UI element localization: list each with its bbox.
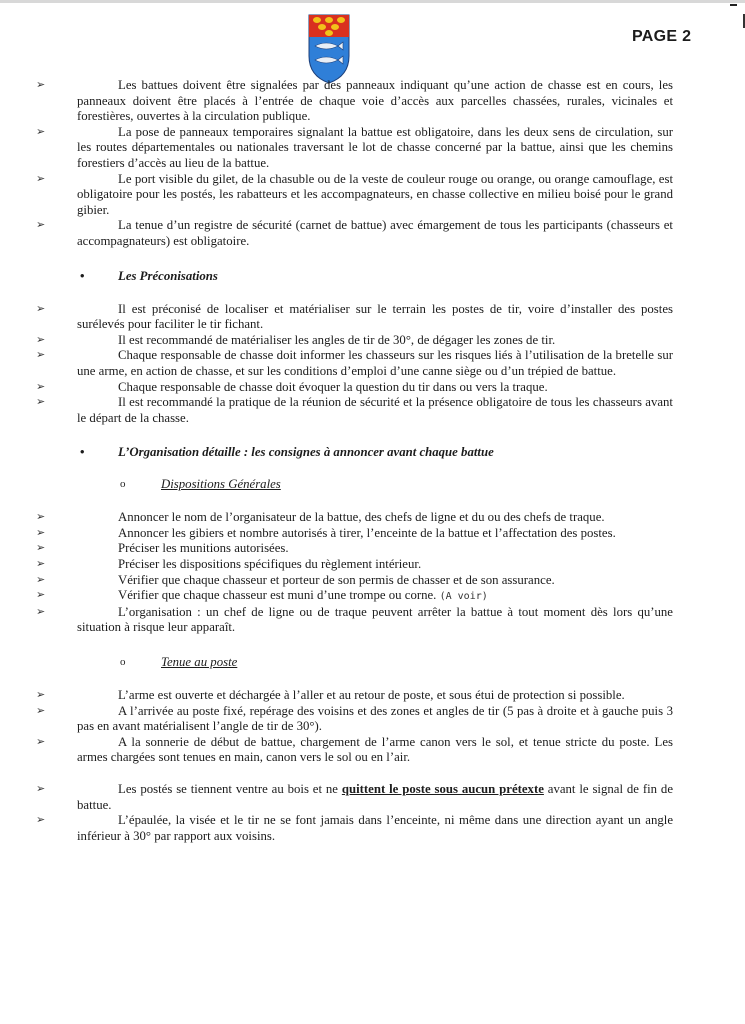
scan-mark bbox=[730, 4, 737, 6]
arrow-bullet-icon: ➢ bbox=[36, 219, 46, 232]
paragraph-item: ➢ Chaque responsable de chasse doit informer les chasseurs sur les risques liés à l’utilisation de la bretelle sur une arme, en action de chasse, et sur les conditions d’emploi d’une canne siège ou d’un trépied de battue. bbox=[36, 348, 673, 378]
paragraph-item: ➢ A l’arrivée au poste fixé, repérage des voisins et des zones et angles de tir (5 pas à droite et à gauche puis 3 pas en avant matérialisent l’angle de tir de 30°). bbox=[36, 703, 673, 734]
paragraph-item: ➢ L’épaulée, la visée et le tir ne se font jamais dans l’enceinte, ni même dans une direction ayant un angle inférieur à 30° par rapport aux voisins. bbox=[36, 813, 673, 843]
paragraph-item: ➢ L’organisation : un chef de ligne ou de traque peuvent arrêter la battue à tout moment dès lors qu’une situation à risque leur apparaît. bbox=[36, 604, 673, 635]
paragraph-item: ➢ Vérifier que chaque chasseur est muni d’une trompe ou corne. (A voir) bbox=[36, 588, 488, 603]
handwritten-note: (A voir) bbox=[439, 591, 488, 603]
paragraph-item: ➢ Annoncer les gibiers et nombre autorisés à tirer, l’enceinte de la battue et l’affectation des postes. bbox=[36, 525, 616, 540]
paragraph-item: ➢ L’arme est ouverte et déchargée à l’aller et au retour de poste, et sous étui de protection si possible. bbox=[36, 688, 625, 703]
paragraph-item: ➢ Préciser les munitions autorisées. bbox=[36, 541, 289, 556]
paragraph-item: ➢ Chaque responsable de chasse doit évoquer la question du tir dans ou vers la traque. bbox=[36, 379, 548, 394]
arrow-bullet-icon: ➢ bbox=[36, 380, 46, 393]
paragraph-item: ➢ Les postés se tiennent ventre au bois et ne quittent le poste sous aucun prétexte avant le signal de fin de battue. bbox=[36, 782, 673, 812]
arrow-bullet-icon: ➢ bbox=[36, 349, 46, 362]
arrow-bullet-icon: ➢ bbox=[36, 172, 46, 185]
arrow-bullet-icon: ➢ bbox=[36, 396, 46, 409]
page-number: PAGE 2 bbox=[632, 28, 692, 45]
arrow-bullet-icon: ➢ bbox=[36, 735, 46, 748]
paragraph-item: ➢ La pose de panneaux temporaires signalant la battue est obligatoire, dans les deux sens de circulation, sur les routes départementales ou nationales traversant le lot de chasse concerné par la battue, ainsi que les chemins forestiers d’accès au lieu de la battue. bbox=[36, 124, 673, 170]
paragraph-item: ➢ Les battues doivent être signalées par des panneaux indiquant qu’une action de chasse est en cours, les panneaux doivent être placés à l’entrée de chaque voie d’accès aux parcelles chassées, rurales, vicinales et forestières, ouvertes à la circulation publique. bbox=[36, 78, 673, 124]
arrow-bullet-icon: ➢ bbox=[36, 79, 46, 91]
subsection-heading-dispositions: o Dispositions Générales bbox=[120, 477, 281, 492]
arrow-bullet-icon: ➢ bbox=[36, 526, 46, 539]
paragraph-item: ➢ La tenue d’un registre de sécurité (carnet de battue) avec émargement de tous les participants (chasseurs et accompagnateurs) est obligatoire. bbox=[36, 218, 673, 248]
section-heading-preconisations: • Les Préconisations bbox=[80, 268, 218, 283]
paragraph-item: ➢ Vérifier que chaque chasseur et porteur de son permis de chasser et de son assurance. bbox=[36, 572, 555, 587]
paragraph-item: ➢ Annoncer le nom de l’organisateur de la battue, des chefs de ligne et du ou des chefs de traque. bbox=[36, 510, 605, 525]
arrow-bullet-icon: ➢ bbox=[36, 302, 46, 315]
arrow-bullet-icon: ➢ bbox=[36, 589, 46, 602]
arrow-bullet-icon: ➢ bbox=[36, 573, 46, 586]
paragraph-item: ➢ A la sonnerie de début de battue, chargement de l’arme canon vers le sol, et tenue stricte du poste. Les armes chargées sont tenues en main, canon vers le sol ou en l’air. bbox=[36, 734, 673, 765]
emphasis-text: quittent le poste sous aucun prétexte bbox=[341, 782, 544, 796]
coat-of-arms-icon bbox=[308, 14, 350, 84]
paragraph-item: ➢ Il est préconisé de localiser et matérialiser sur le terrain les postes de tir, voire d’installer des postes surélevés pour faciliter le tir fichant. bbox=[36, 301, 673, 332]
paragraph-item: ➢ Il est recommandé de matérialiser les angles de tir de 30°, de dégager les zones de tir. bbox=[36, 332, 556, 347]
section-heading-organisation: • L’Organisation détaille : les consignes à annoncer avant chaque battue bbox=[80, 445, 494, 460]
paragraph-item: ➢ Préciser les dispositions spécifiques du règlement intérieur. bbox=[36, 557, 422, 572]
arrow-bullet-icon: ➢ bbox=[36, 542, 46, 555]
subsection-heading-tenue: o Tenue au poste bbox=[120, 655, 238, 670]
arrow-bullet-icon: ➢ bbox=[36, 605, 46, 618]
scan-top-edge bbox=[0, 0, 745, 3]
arrow-bullet-icon: ➢ bbox=[36, 333, 46, 346]
arrow-bullet-icon: ➢ bbox=[36, 511, 46, 524]
arrow-bullet-icon: ➢ bbox=[36, 689, 46, 702]
paragraph-item: ➢ Le port visible du gilet, de la chasuble ou de la veste de couleur rouge ou orange, ou orange camouflage, est obligatoire pour les postés, les rabatteurs et les accompagnateurs, en chasse collective en milieu boisé pour le grand gibier. bbox=[36, 171, 673, 217]
document-body bbox=[36, 78, 673, 844]
arrow-bullet-icon: ➢ bbox=[36, 783, 46, 795]
paragraph-item: ➢ Il est recommandé la pratique de la réunion de sécurité et la présence obligatoire de tous les chasseurs avant le départ de la chasse. bbox=[36, 395, 673, 425]
arrow-bullet-icon: ➢ bbox=[36, 814, 46, 827]
arrow-bullet-icon: ➢ bbox=[36, 125, 46, 138]
arrow-bullet-icon: ➢ bbox=[36, 704, 46, 717]
arrow-bullet-icon: ➢ bbox=[36, 558, 46, 571]
